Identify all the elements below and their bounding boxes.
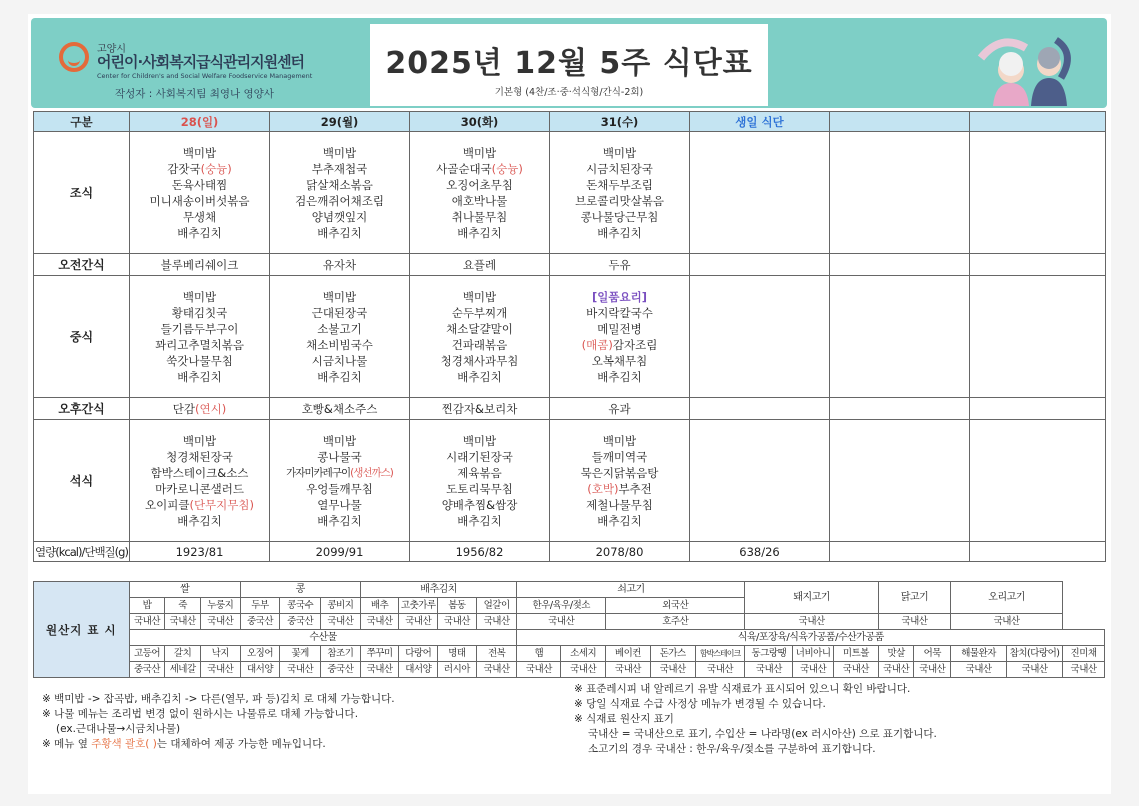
menu-item: 오징어초무침 — [446, 177, 513, 192]
origin-value: 국내산 — [321, 614, 361, 630]
origin-value: 국내산 — [878, 662, 914, 678]
kcal-empty-1 — [830, 542, 970, 562]
pm-snack-empty-1 — [830, 398, 970, 420]
menu-item: 감잣국(숭늉) — [167, 161, 232, 176]
menu-item: 메밀전병 — [597, 321, 642, 336]
lunch-birthday — [690, 276, 830, 398]
row-label-breakfast: 조식 — [34, 132, 130, 254]
menu-item: 시래기된장국 — [446, 449, 513, 464]
origin-item: 너비아니 — [793, 646, 834, 662]
breakfast-31 — [550, 132, 690, 254]
am-snack-birthday — [690, 254, 830, 276]
origin-group-row — [34, 582, 1105, 598]
origin-value: 국내산 — [517, 662, 561, 678]
title-box — [370, 24, 768, 106]
origin-value: 국내산 — [561, 662, 606, 678]
pm-snack-31: 유과 — [550, 398, 690, 420]
menu-item: 백미밥 — [182, 145, 217, 160]
menu-item: 꽈리고추멸치볶음 — [155, 337, 244, 352]
menu-item: 백미밥 — [462, 433, 497, 448]
menu-item: 제철나물무침 — [586, 497, 653, 512]
kcal-29: 2099/91 — [270, 542, 410, 562]
origin-group: 쌀 — [129, 582, 240, 598]
lunch-29 — [270, 276, 410, 398]
menu-item: 배추김치 — [317, 369, 362, 384]
header-banner — [31, 18, 1107, 108]
lunch-empty-1 — [830, 276, 970, 398]
page-title: 2025년 12월 5주 식단표 — [385, 46, 753, 81]
origin-table — [33, 581, 1105, 678]
origin-value: 국내산 — [745, 662, 793, 678]
menu-item: 돈육사태찜 — [171, 177, 228, 192]
origin-value: 대서양 — [399, 662, 438, 678]
origin-value: 국내산 — [200, 662, 240, 678]
menu-item: 채소달걀말이 — [446, 321, 513, 336]
origin-value: 국내산 — [834, 662, 879, 678]
origin-value: 러시아 — [438, 662, 477, 678]
origin-value: 국내산 — [165, 614, 201, 630]
menu-item: 백미밥 — [322, 433, 357, 448]
menu-item: 마카로니콘샐러드 — [155, 481, 244, 496]
menu-item: 양배추찜&쌈장 — [441, 497, 518, 512]
menu-item: 배추김치 — [177, 225, 222, 240]
note-line: (ex.근대나물→시금치나물) — [56, 723, 181, 735]
notes-left — [42, 692, 582, 752]
origin-value: 국내산 — [399, 614, 438, 630]
origin-item: 고춧가루 — [399, 598, 438, 614]
origin-value: 국내산 — [878, 614, 950, 630]
menu-item: 들기름두부구이 — [160, 321, 239, 336]
origin-group: 콩 — [240, 582, 360, 598]
menu-table — [33, 111, 1106, 562]
origin-item: 소세지 — [561, 646, 606, 662]
menu-item: 오복채무침 — [591, 353, 648, 368]
breakfast-birthday — [690, 132, 830, 254]
origin-group: 쇠고기 — [517, 582, 745, 598]
origin-item: 베이컨 — [606, 646, 651, 662]
lunch-31 — [550, 276, 690, 398]
origin-value: 국내산 — [606, 662, 651, 678]
col-empty-1 — [830, 112, 970, 132]
row-label-kcal: 열량(kcal)/단백질(g) — [34, 542, 130, 562]
menu-item: 바지락칼국수 — [586, 305, 653, 320]
dinner-birthday — [690, 420, 830, 542]
org-name: 어린이·사회복지급식관리지원센터 — [97, 53, 305, 71]
origin-item: 콩국수 — [280, 598, 321, 614]
menu-item: 쑥갓나물무침 — [166, 353, 233, 368]
note-line: ※ 식재료 원산지 표기 — [574, 713, 674, 725]
origin-item: 닭고기 — [878, 582, 950, 614]
menu-item: (호박)부추전 — [587, 481, 652, 496]
menu-item: 브로콜리맛살볶음 — [575, 193, 664, 208]
menu-item: 백미밥 — [462, 145, 497, 160]
origin-item: 돼지고기 — [745, 582, 878, 614]
kcal-birthday: 638/26 — [690, 542, 830, 562]
am-snack-29: 유자차 — [270, 254, 410, 276]
note-line: ※ 백미밥 -> 잡곡밥, 배추김치 -> 다른(열무, 파 등)김치 로 대체 가능합니다. — [42, 693, 395, 705]
menu-item: 함박스테이크&소스 — [150, 465, 249, 480]
breakfast-30 — [410, 132, 550, 254]
origin-value: 국내산 — [476, 662, 517, 678]
origin-item: 어묵 — [914, 646, 951, 662]
origin-value: 국내산 — [280, 662, 321, 678]
kcal-row — [34, 542, 1106, 562]
elderly-couple-illustration — [971, 28, 1081, 106]
origin-value: 대서양 — [240, 662, 280, 678]
menu-item: 배추김치 — [597, 513, 642, 528]
origin-item: 꽃게 — [280, 646, 321, 662]
col-birthday: 생일 식단 — [690, 112, 830, 132]
menu-item: 시금치나물 — [311, 353, 368, 368]
origin-value: 세네갈 — [165, 662, 201, 678]
menu-item: 배추김치 — [457, 369, 502, 384]
origin-item: 다랑어 — [399, 646, 438, 662]
menu-item: 시금치된장국 — [586, 161, 653, 176]
lunch-28 — [130, 276, 270, 398]
kcal-28: 1923/81 — [130, 542, 270, 562]
menu-item: 닭살채소볶음 — [306, 177, 373, 192]
menu-item: 미니새송이버섯볶음 — [149, 193, 250, 208]
menu-item: 배추김치 — [177, 513, 222, 528]
breakfast-empty-2 — [970, 132, 1106, 254]
notes-right — [574, 682, 1104, 757]
dinner-empty-2 — [970, 420, 1106, 542]
origin-item: 전복 — [476, 646, 517, 662]
origin-item: 맛살 — [878, 646, 914, 662]
origin-item: 참치(다랑어) — [1007, 646, 1063, 662]
col-empty-2 — [970, 112, 1106, 132]
origin-value: 국내산 — [951, 662, 1007, 678]
lunch-row — [34, 276, 1106, 398]
kcal-30: 1956/82 — [410, 542, 550, 562]
origin-item: 두부 — [240, 598, 280, 614]
menu-item: 근대된장국 — [311, 305, 368, 320]
pm-snack-30: 찐감자&보리차 — [410, 398, 550, 420]
menu-item: 열무나물 — [317, 497, 362, 512]
menu-item: 콩나물당근무침 — [580, 209, 659, 224]
menu-item: 무생채 — [182, 209, 217, 224]
breakfast-row — [34, 132, 1106, 254]
row-label-am-snack: 오전간식 — [34, 254, 130, 276]
dinner-row — [34, 420, 1106, 542]
menu-item: 사골순대국(숭늉) — [436, 161, 523, 176]
origin-item: 진미채 — [1063, 646, 1105, 662]
dinner-empty-1 — [830, 420, 970, 542]
am-snack-empty-1 — [830, 254, 970, 276]
origin-group: 수산물 — [129, 630, 517, 646]
origin-value: 국내산 — [1007, 662, 1063, 678]
pm-snack-birthday — [690, 398, 830, 420]
menu-item: 도토리묵무침 — [446, 481, 513, 496]
menu-item: 우엉들깨무침 — [306, 481, 373, 496]
dinner-29 — [270, 420, 410, 542]
center-logo-icon — [59, 42, 89, 72]
origin-value: 국내산 — [793, 662, 834, 678]
menu-item: 황태김칫국 — [171, 305, 228, 320]
col-label: 구분 — [34, 112, 130, 132]
origin-value: 국내산 — [438, 614, 477, 630]
col-day-30: 30(화) — [410, 112, 550, 132]
origin-value: 중국산 — [240, 614, 280, 630]
menu-item: 콩나물국 — [317, 449, 362, 464]
origin-item: 누룽지 — [200, 598, 240, 614]
menu-item: 제육볶음 — [457, 465, 502, 480]
col-day-29: 29(월) — [270, 112, 410, 132]
origin-group-row-2 — [34, 630, 1105, 646]
origin-item: 밥 — [129, 598, 165, 614]
menu-item: 청경채사과무침 — [440, 353, 519, 368]
menu-item: 들깨미역국 — [591, 449, 648, 464]
origin-item: 햄 — [517, 646, 561, 662]
menu-item: 검은깨쥐어채조림 — [295, 193, 384, 208]
page-subtitle: 기본형 (4찬/조·중·석식형/간식-2회) — [494, 87, 644, 98]
am-snack-30: 요플레 — [410, 254, 550, 276]
origin-item: 배추 — [360, 598, 399, 614]
menu-item: 백미밥 — [322, 289, 357, 304]
breakfast-29 — [270, 132, 410, 254]
dinner-30 — [410, 420, 550, 542]
col-day-31: 31(수) — [550, 112, 690, 132]
row-label-dinner: 석식 — [34, 420, 130, 542]
note-line: ※ 당일 식재료 수급 사정상 메뉴가 변경될 수 있습니다. — [574, 698, 826, 710]
col-day-28: 28(일) — [130, 112, 270, 132]
menu-item: 배추김치 — [457, 225, 502, 240]
author: 작성자 : 사회복지팀 최영나 영양사 — [115, 88, 274, 100]
origin-item: 미트볼 — [834, 646, 879, 662]
menu-item: 양념깻잎지 — [311, 209, 368, 224]
menu-item: 순두부찌개 — [451, 305, 508, 320]
origin-value: 국내산 — [200, 614, 240, 630]
menu-item: 소불고기 — [317, 321, 362, 336]
note-line: 국내산 = 국내산으로 표기, 수입산 = 나라명(ex 러시아산) 으로 표기합니다. — [588, 728, 937, 740]
origin-item: 고등어 — [129, 646, 165, 662]
origin-item: 함박스테이크 — [695, 646, 745, 662]
origin-item: 콩비지 — [321, 598, 361, 614]
origin-value: 국내산 — [360, 614, 399, 630]
pm-snack-29: 호빵&채소주스 — [270, 398, 410, 420]
menu-item: 백미밥 — [602, 145, 637, 160]
origin-item: 낙지 — [200, 646, 240, 662]
origin-item: 참조기 — [321, 646, 361, 662]
origin-item: 해물완자 — [951, 646, 1007, 662]
menu-sheet — [28, 14, 1111, 794]
pm-snack-empty-2 — [970, 398, 1106, 420]
note-line: ※ 나물 메뉴는 조리법 변경 없이 원하시는 나물류로 대체 가능합니다. — [42, 708, 359, 720]
menu-item: 청경채된장국 — [166, 449, 233, 464]
kcal-31: 2078/80 — [550, 542, 690, 562]
origin-item: 오징어 — [240, 646, 280, 662]
lunch-30 — [410, 276, 550, 398]
kcal-empty-2 — [970, 542, 1106, 562]
menu-item: 부추재첩국 — [311, 161, 368, 176]
note-line: ※ 메뉴 옆 주황색 괄호( )는 대체하여 제공 가능한 메뉴입니다. — [42, 738, 326, 750]
menu-item: 애호박나물 — [451, 193, 508, 208]
origin-value-row-2 — [34, 662, 1105, 678]
menu-item: 가자미카레구이(생선까스) — [286, 466, 393, 479]
breakfast-empty-1 — [830, 132, 970, 254]
origin-group: 배추김치 — [360, 582, 517, 598]
dinner-31 — [550, 420, 690, 542]
origin-item: 봄동 — [438, 598, 477, 614]
org-english-name: Center for Children's and Social Welfare Foodservice Management — [97, 72, 313, 80]
origin-title: 원산지 표 시 — [34, 582, 130, 678]
origin-item: 외국산 — [606, 598, 745, 614]
menu-item: 배추김치 — [317, 513, 362, 528]
origin-value: 국내산 — [129, 614, 165, 630]
origin-item: 갈치 — [165, 646, 201, 662]
origin-value: 중국산 — [129, 662, 165, 678]
origin-value: 국내산 — [745, 614, 878, 630]
menu-item: 묵은지닭볶음탕 — [580, 465, 659, 480]
origin-item: 쭈꾸미 — [360, 646, 399, 662]
menu-item: 건파래볶음 — [451, 337, 508, 352]
menu-item: 취나물무침 — [451, 209, 508, 224]
org-city: 고양시 — [97, 44, 126, 55]
menu-item: 백미밥 — [322, 145, 357, 160]
menu-item: 백미밥 — [462, 289, 497, 304]
pm-snack-28: 단감(연시) — [130, 398, 270, 420]
pm-snack-row — [34, 398, 1106, 420]
origin-value: 국내산 — [1063, 662, 1105, 678]
origin-item: 죽 — [165, 598, 201, 614]
menu-item: 돈채두부조림 — [586, 177, 653, 192]
origin-item: 돈가스 — [650, 646, 695, 662]
lunch-empty-2 — [970, 276, 1106, 398]
am-snack-row — [34, 254, 1106, 276]
origin-value: 국내산 — [951, 614, 1063, 630]
menu-item: [일품요리] — [592, 289, 647, 304]
origin-item: 명태 — [438, 646, 477, 662]
breakfast-28 — [130, 132, 270, 254]
origin-value: 국내산 — [476, 614, 517, 630]
menu-item: 배추김치 — [317, 225, 362, 240]
dinner-28 — [130, 420, 270, 542]
note-line: 소고기의 경우 국내산 : 한우/육우/젖소를 구분하여 표기합니다. — [588, 743, 876, 755]
header-row — [34, 112, 1106, 132]
origin-item: 얼갈이 — [476, 598, 517, 614]
am-snack-empty-2 — [970, 254, 1106, 276]
menu-item: (매콤)감자조림 — [581, 337, 658, 352]
origin-value: 국내산 — [517, 614, 606, 630]
origin-value: 호주산 — [606, 614, 745, 630]
origin-value: 중국산 — [321, 662, 361, 678]
am-snack-31: 두유 — [550, 254, 690, 276]
origin-item: 한우/육우/젖소 — [517, 598, 606, 614]
origin-item-row-2 — [34, 646, 1105, 662]
origin-item: 오리고기 — [951, 582, 1063, 614]
menu-item: 배추김치 — [177, 369, 222, 384]
origin-value: 국내산 — [360, 662, 399, 678]
menu-item: 백미밥 — [182, 289, 217, 304]
origin-value: 국내산 — [695, 662, 745, 678]
origin-value-row — [34, 614, 1105, 630]
row-label-lunch: 중식 — [34, 276, 130, 398]
menu-item: 배추김치 — [597, 225, 642, 240]
row-label-pm-snack: 오후간식 — [34, 398, 130, 420]
menu-item: 오이피클(단무지무침) — [145, 497, 254, 512]
origin-value: 국내산 — [914, 662, 951, 678]
menu-item: 배추김치 — [457, 513, 502, 528]
origin-item: 동그랑땡 — [745, 646, 793, 662]
am-snack-28: 블루베리쉐이크 — [130, 254, 270, 276]
menu-item: 배추김치 — [597, 369, 642, 384]
origin-value: 국내산 — [650, 662, 695, 678]
menu-item: 백미밥 — [182, 433, 217, 448]
menu-item: 채소비빔국수 — [306, 337, 373, 352]
note-line: ※ 표준레시피 내 알레르기 유발 식재료가 표시되어 있으니 확인 바랍니다. — [574, 683, 911, 695]
origin-value: 중국산 — [280, 614, 321, 630]
origin-group: 식육/포장육/식육가공품/수산가공품 — [517, 630, 1105, 646]
menu-item: 백미밥 — [602, 433, 637, 448]
